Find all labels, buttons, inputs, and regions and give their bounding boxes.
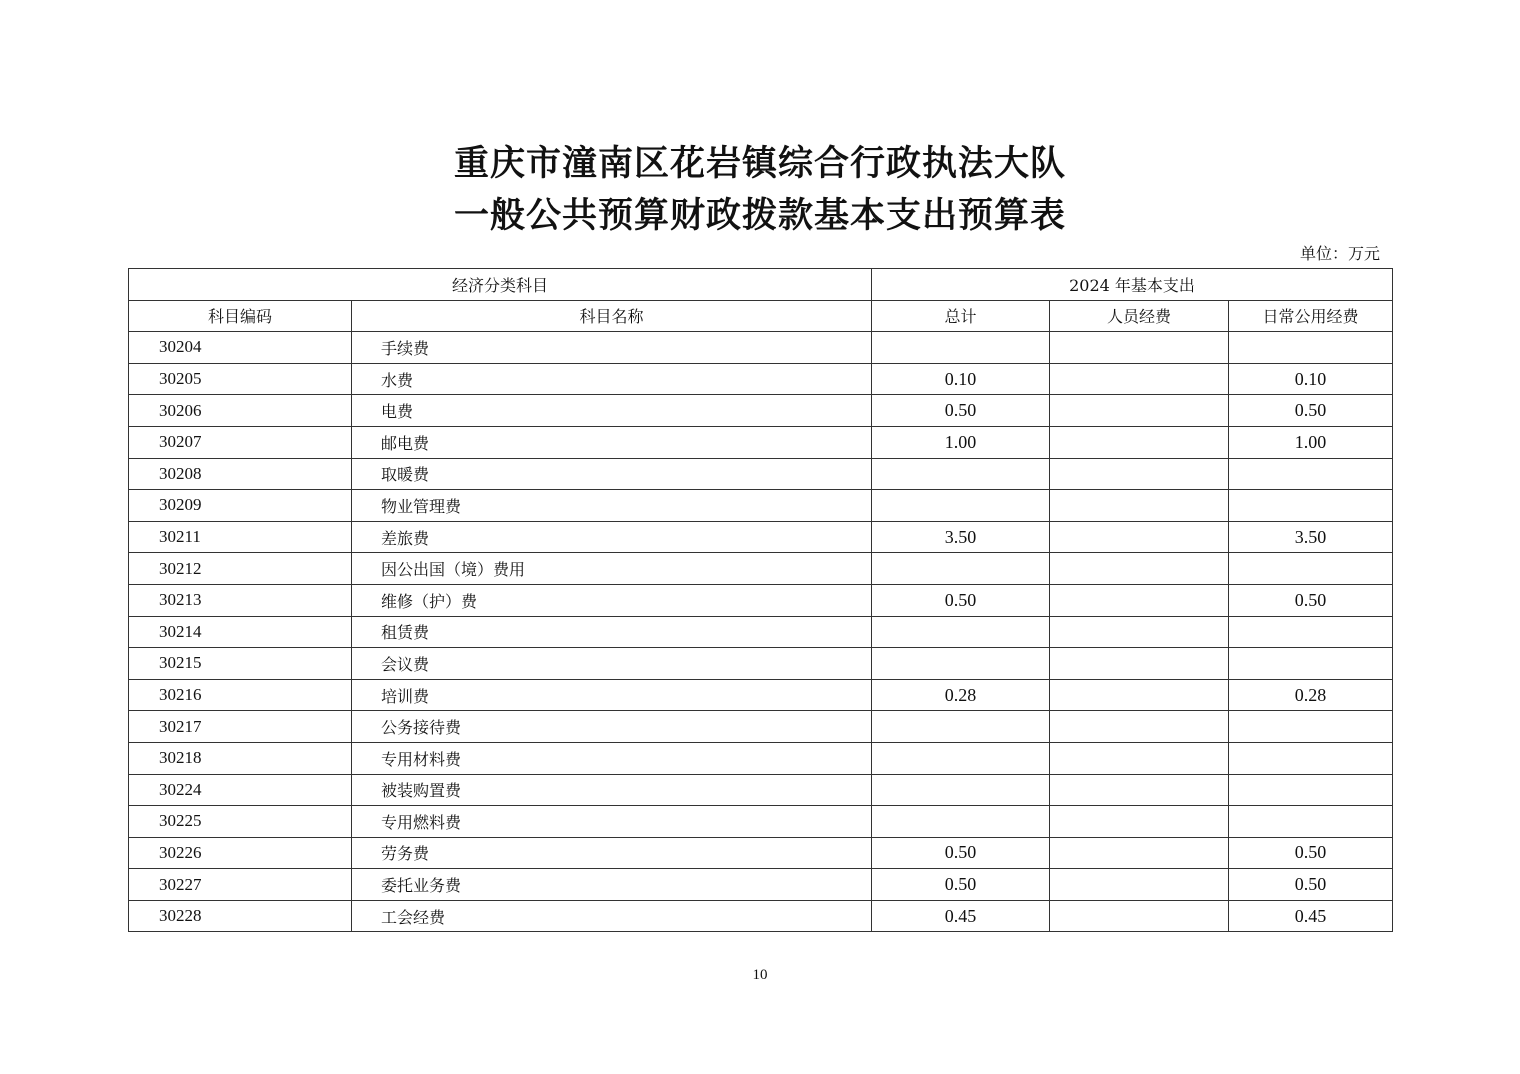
table-row (129, 711, 1393, 743)
table-row (129, 584, 1393, 616)
code-text: 30227 (159, 874, 202, 894)
cell-total (872, 490, 1050, 522)
cell-total: 0.50 (872, 584, 1050, 616)
cell-total (872, 711, 1050, 743)
table-row (129, 332, 1393, 364)
cell-code (129, 616, 352, 648)
cell-public (1229, 806, 1393, 838)
cell-public: 0.50 (1229, 395, 1393, 427)
cell-personnel (1050, 616, 1229, 648)
table-row (129, 395, 1393, 427)
table-row (129, 742, 1393, 774)
cell-public (1229, 742, 1393, 774)
cell-name: 因公出国（境）费用 (352, 553, 872, 585)
cell-personnel (1050, 521, 1229, 553)
cell-public (1229, 711, 1393, 743)
cell-personnel (1050, 711, 1229, 743)
code-text: 30214 (159, 621, 202, 641)
table-row (129, 363, 1393, 395)
cell-personnel (1050, 363, 1229, 395)
cell-public (1229, 616, 1393, 648)
cell-name: 维修（护）费 (352, 584, 872, 616)
cell-name: 专用材料费 (352, 742, 872, 774)
code-text: 30208 (159, 463, 202, 483)
cell-code (129, 806, 352, 838)
cell-personnel (1050, 742, 1229, 774)
cell-total: 3.50 (872, 521, 1050, 553)
cell-total: 0.28 (872, 679, 1050, 711)
cell-public: 1.00 (1229, 426, 1393, 458)
cell-public (1229, 332, 1393, 364)
cell-personnel (1050, 426, 1229, 458)
table-body (129, 332, 1393, 932)
document-title-line2: 一般公共预算财政拨款基本支出预算表 (453, 195, 1066, 236)
table-row (129, 869, 1393, 901)
cell-total: 0.45 (872, 900, 1050, 932)
code-text: 30209 (159, 495, 202, 515)
cell-total (872, 742, 1050, 774)
table-row (129, 458, 1393, 490)
cell-personnel (1050, 806, 1229, 838)
cell-public (1229, 774, 1393, 806)
cell-name: 会议费 (352, 648, 872, 680)
budget-table (128, 268, 1393, 932)
cell-personnel (1050, 679, 1229, 711)
cell-name: 物业管理费 (352, 490, 872, 522)
group-header-economic-class: 经济分类科目 (129, 269, 872, 301)
cell-name: 水费 (352, 363, 872, 395)
table-row (129, 774, 1393, 806)
table-row (129, 426, 1393, 458)
cell-public: 0.50 (1229, 837, 1393, 869)
code-text: 30216 (159, 685, 202, 705)
code-text: 30212 (159, 558, 202, 578)
code-text: 30217 (159, 716, 202, 736)
code-text: 30207 (159, 432, 202, 452)
cell-public: 3.50 (1229, 521, 1393, 553)
cell-name: 手续费 (352, 332, 872, 364)
code-text: 30211 (159, 527, 201, 547)
table-row (129, 679, 1393, 711)
cell-total (872, 806, 1050, 838)
cell-total (872, 616, 1050, 648)
column-header-personnel: 人员经费 (1050, 300, 1229, 332)
column-header-public: 日常公用经费 (1229, 300, 1393, 332)
code-text: 30225 (159, 811, 202, 831)
cell-code (129, 426, 352, 458)
document-title-line1: 重庆市潼南区花岩镇综合行政执法大队 (453, 143, 1066, 184)
cell-public: 0.50 (1229, 584, 1393, 616)
cell-public: 0.28 (1229, 679, 1393, 711)
cell-code (129, 395, 352, 427)
table-row (129, 648, 1393, 680)
cell-code (129, 584, 352, 616)
table-row (129, 806, 1393, 838)
cell-total (872, 774, 1050, 806)
code-text: 30213 (159, 590, 202, 610)
cell-personnel (1050, 774, 1229, 806)
cell-code (129, 553, 352, 585)
cell-code (129, 900, 352, 932)
cell-name: 公务接待费 (352, 711, 872, 743)
table-row (129, 900, 1393, 932)
cell-code (129, 711, 352, 743)
page-number: 10 (752, 967, 768, 983)
code-text: 30224 (159, 779, 202, 799)
cell-total (872, 553, 1050, 585)
cell-total: 0.50 (872, 869, 1050, 901)
code-text: 30205 (159, 369, 202, 389)
cell-personnel (1050, 395, 1229, 427)
cell-code (129, 458, 352, 490)
cell-total (872, 648, 1050, 680)
cell-name: 劳务费 (352, 837, 872, 869)
code-text: 30215 (159, 653, 202, 673)
cell-public: 0.45 (1229, 900, 1393, 932)
code-text: 30218 (159, 748, 202, 768)
cell-code (129, 869, 352, 901)
cell-name: 邮电费 (352, 426, 872, 458)
code-text: 30206 (159, 400, 202, 420)
cell-total: 0.10 (872, 363, 1050, 395)
code-text: 30204 (159, 337, 202, 357)
cell-total (872, 332, 1050, 364)
cell-name: 委托业务费 (352, 869, 872, 901)
cell-total: 0.50 (872, 395, 1050, 427)
cell-name: 专用燃料费 (352, 806, 872, 838)
cell-name: 工会经费 (352, 900, 872, 932)
cell-code (129, 332, 352, 364)
cell-personnel (1050, 837, 1229, 869)
column-header-total: 总计 (872, 300, 1050, 332)
cell-name: 租赁费 (352, 616, 872, 648)
cell-name: 电费 (352, 395, 872, 427)
table-row (129, 553, 1393, 585)
unit-label: 单位：万元 (1299, 244, 1380, 263)
cell-code (129, 363, 352, 395)
cell-personnel (1050, 553, 1229, 585)
table-row (129, 521, 1393, 553)
table-row (129, 490, 1393, 522)
cell-code (129, 837, 352, 869)
cell-name: 被装购置费 (352, 774, 872, 806)
code-text: 30226 (159, 842, 202, 862)
code-text: 30228 (159, 906, 202, 926)
cell-personnel (1050, 490, 1229, 522)
group-header-basic-expenditure: 2024 年基本支出 (872, 269, 1393, 301)
cell-public: 0.50 (1229, 869, 1393, 901)
cell-name: 取暖费 (352, 458, 872, 490)
group-header-row (129, 269, 1393, 301)
column-header-code: 科目编码 (129, 300, 352, 332)
cell-code (129, 490, 352, 522)
cell-public (1229, 553, 1393, 585)
cell-name: 差旅费 (352, 521, 872, 553)
table-row (129, 616, 1393, 648)
cell-personnel (1050, 458, 1229, 490)
cell-total: 0.50 (872, 837, 1050, 869)
cell-code (129, 742, 352, 774)
cell-total (872, 458, 1050, 490)
cell-personnel (1050, 584, 1229, 616)
cell-personnel (1050, 648, 1229, 680)
cell-name: 培训费 (352, 679, 872, 711)
cell-public (1229, 490, 1393, 522)
column-header-name: 科目名称 (352, 300, 872, 332)
cell-total: 1.00 (872, 426, 1050, 458)
cell-public: 0.10 (1229, 363, 1393, 395)
cell-public (1229, 458, 1393, 490)
cell-code (129, 774, 352, 806)
cell-personnel (1050, 869, 1229, 901)
table-row (129, 837, 1393, 869)
cell-public (1229, 648, 1393, 680)
cell-code (129, 679, 352, 711)
column-header-row (129, 300, 1393, 332)
cell-code (129, 648, 352, 680)
cell-code (129, 521, 352, 553)
cell-personnel (1050, 900, 1229, 932)
cell-personnel (1050, 332, 1229, 364)
